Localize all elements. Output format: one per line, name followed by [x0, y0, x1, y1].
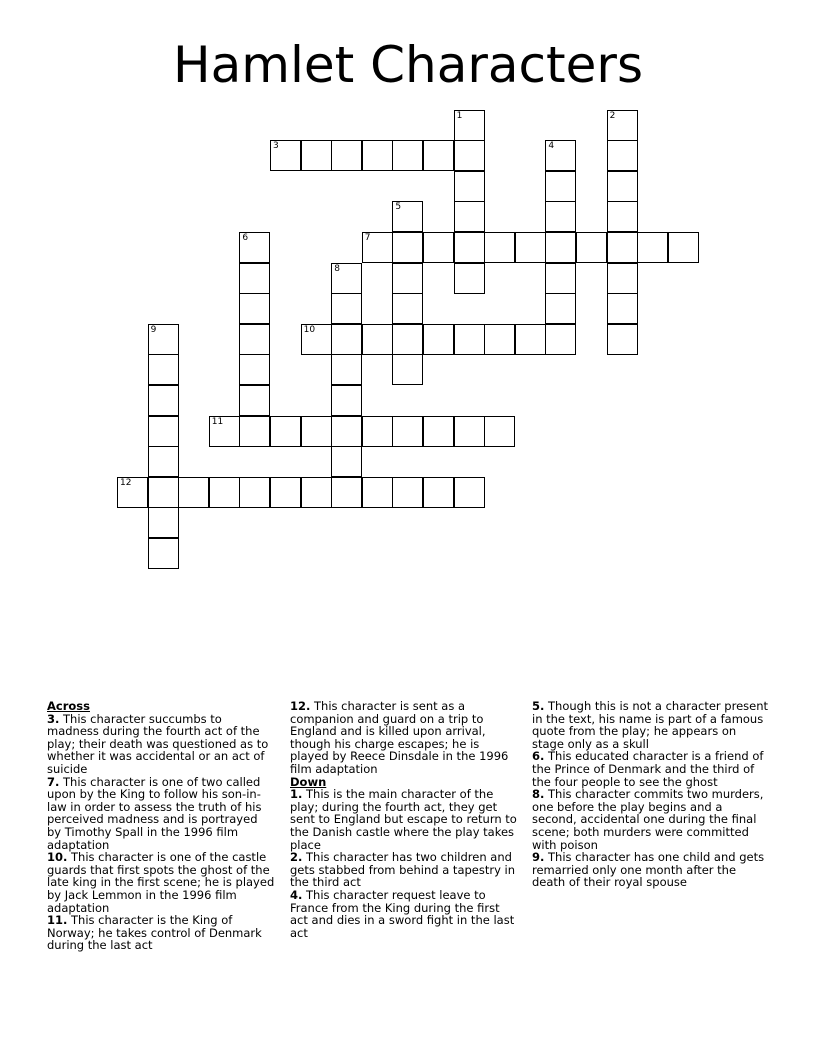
clue-item-number: 12.	[290, 699, 311, 713]
clue-item-text: This character commits two murders, one before the play begins and a second, accidental one during the final scene; both murders were committed with poison	[532, 787, 764, 852]
grid-cell[interactable]	[362, 140, 393, 171]
grid-cell[interactable]	[148, 446, 179, 477]
clue-item	[47, 713, 275, 776]
clue-item	[290, 788, 518, 851]
grid-cell[interactable]	[545, 201, 576, 232]
grid-cell[interactable]	[209, 477, 240, 508]
grid-cell[interactable]	[484, 232, 515, 263]
grid-cell[interactable]	[454, 140, 485, 171]
grid-cell[interactable]	[362, 324, 393, 355]
clue-item-number: 10.	[47, 850, 68, 865]
grid-cell[interactable]	[392, 477, 423, 508]
grid-cell[interactable]	[545, 140, 576, 171]
clue-column-2	[290, 700, 518, 939]
clue-item	[532, 750, 770, 788]
grid-cell[interactable]	[331, 477, 362, 508]
grid-cell[interactable]	[301, 477, 332, 508]
grid-cell[interactable]	[454, 110, 485, 141]
grid-cell[interactable]	[331, 446, 362, 477]
grid-cell[interactable]	[301, 416, 332, 447]
grid-cell[interactable]	[515, 324, 546, 355]
grid-cell[interactable]	[148, 385, 179, 416]
grid-cell[interactable]	[607, 263, 638, 294]
grid-cell[interactable]	[239, 293, 270, 324]
grid-cell[interactable]	[301, 140, 332, 171]
grid-cell[interactable]	[331, 354, 362, 385]
clue-number: 3	[273, 141, 279, 152]
clue-number: 11	[211, 416, 224, 427]
clue-item	[47, 851, 275, 914]
grid-cell[interactable]	[607, 140, 638, 171]
grid-cell[interactable]	[270, 477, 301, 508]
clue-number: 1	[456, 110, 463, 121]
clue-item-text: This character is one of the castle guards that first spots the ghost of the late king in the first scene; he is played by Jack Lemmon in the 1996 film adaptation	[47, 850, 275, 915]
clue-column-1	[47, 700, 275, 952]
grid-cell[interactable]	[576, 232, 607, 263]
clue-item-text: Though this is not a character present in the text, his name is part of a famous quote from the play; he appears on stage only as a skull	[532, 699, 769, 751]
grid-cell[interactable]	[545, 232, 576, 263]
clue-number: 12	[120, 477, 132, 488]
grid-cell[interactable]	[454, 324, 485, 355]
grid-cell[interactable]	[117, 477, 148, 508]
clue-number: 8	[334, 263, 340, 274]
across-heading: Across	[47, 699, 90, 713]
clue-column-3	[532, 700, 770, 889]
clue-item	[532, 851, 770, 889]
grid-cell[interactable]	[392, 263, 423, 294]
grid-cell[interactable]	[239, 263, 270, 294]
clue-number: 7	[364, 232, 371, 243]
clue-number: 5	[395, 202, 402, 213]
grid-cell[interactable]	[545, 293, 576, 324]
grid-cell[interactable]	[454, 201, 485, 232]
clue-item	[532, 788, 770, 851]
grid-cell[interactable]	[423, 477, 454, 508]
clue-item-text: This educated character is a friend of the Prince of Denmark and the third of the four people to see the ghost	[532, 749, 764, 789]
clue-item-number: 3.	[47, 711, 60, 726]
grid-cell[interactable]	[423, 416, 454, 447]
clue-item	[532, 700, 770, 750]
grid-cell[interactable]	[607, 201, 638, 232]
grid-cell[interactable]	[331, 416, 362, 447]
grid-cell[interactable]	[454, 171, 485, 202]
down-heading: Down	[290, 774, 327, 789]
grid-cell[interactable]	[148, 538, 179, 569]
grid-cell[interactable]	[607, 324, 638, 355]
clue-item-number: 11.	[47, 913, 68, 928]
grid-cell[interactable]	[607, 293, 638, 324]
clue-item-number: 7.	[47, 774, 60, 789]
grid-cell[interactable]	[148, 354, 179, 385]
grid-cell[interactable]	[545, 324, 576, 355]
grid-cell[interactable]	[607, 110, 638, 141]
grid-cell[interactable]	[392, 293, 423, 324]
grid-cell[interactable]	[148, 416, 179, 447]
grid-cell[interactable]	[392, 140, 423, 171]
clue-item	[47, 914, 275, 952]
clue-number: 10	[303, 324, 316, 335]
grid-cell[interactable]	[239, 324, 270, 355]
grid-cell[interactable]	[239, 385, 270, 416]
clue-item	[290, 700, 518, 776]
clue-item	[47, 776, 275, 852]
grid-cell[interactable]	[239, 354, 270, 385]
grid-cell[interactable]	[423, 140, 454, 171]
grid-cell[interactable]	[270, 416, 301, 447]
grid-cell[interactable]	[668, 232, 699, 263]
grid-cell[interactable]	[423, 324, 454, 355]
clue-item	[290, 851, 518, 889]
grid-cell[interactable]	[362, 232, 393, 263]
grid-cell[interactable]	[545, 171, 576, 202]
grid-cell[interactable]	[637, 232, 668, 263]
grid-cell[interactable]	[392, 232, 423, 263]
grid-cell[interactable]	[454, 416, 485, 447]
clue-item-text: This character is one of two called upon by the King to follow his son-in-law in order to assess the truth of his perceived madness and is portrayed by Timothy Spall in the 1996 film adaptation	[47, 774, 262, 852]
grid-cell[interactable]	[607, 232, 638, 263]
grid-cell[interactable]	[239, 416, 270, 447]
grid-cell[interactable]	[148, 324, 179, 355]
clue-item-number: 2.	[290, 850, 303, 865]
clue-item-text: This character succumbs to madness during the fourth act of the play; their death was questioned as to whether it was accidental or an act of suicide	[47, 711, 269, 776]
grid-cell[interactable]	[331, 324, 362, 355]
clue-item-number: 4.	[290, 887, 303, 902]
clue-item-text: This character is sent as a companion and guard on a trip to England and is killed upon arrival, though his charge escapes; he is played by Reece Dinsdale in the 1996 film adaptation	[290, 699, 509, 776]
clue-number: 4	[548, 141, 555, 152]
grid-cell[interactable]	[209, 416, 240, 447]
grid-cell[interactable]	[423, 232, 454, 263]
grid-cell[interactable]	[392, 201, 423, 232]
grid-cell[interactable]	[331, 385, 362, 416]
grid-cell[interactable]	[454, 232, 485, 263]
grid-cell[interactable]	[301, 324, 332, 355]
clue-number: 2	[609, 110, 616, 121]
grid-cell[interactable]	[331, 293, 362, 324]
grid-cell[interactable]	[484, 416, 515, 447]
clue-item-number: 5.	[532, 699, 545, 713]
clue-item-number: 1.	[290, 787, 303, 802]
clue-item-number: 8.	[532, 787, 545, 802]
grid-cell[interactable]	[362, 477, 393, 508]
grid-cell[interactable]	[239, 477, 270, 508]
clue-number: 6	[242, 232, 249, 243]
grid-cell[interactable]	[454, 477, 485, 508]
grid-cell[interactable]	[239, 232, 270, 263]
clue-item-text: This character request leave to France from the King during the first act and dies in a sword fight in the last act	[290, 887, 515, 940]
clue-item	[290, 889, 518, 939]
page-title: Hamlet Characters	[173, 36, 643, 94]
clue-item-text: This character has one child and gets remarried only one month after the death of their royal spouse	[532, 850, 765, 890]
grid-cell[interactable]	[392, 416, 423, 447]
clue-item-text: This character is the King of Norway; he takes control of Denmark during the last act	[47, 913, 262, 953]
grid-cell[interactable]	[392, 324, 423, 355]
grid-cell[interactable]	[178, 477, 209, 508]
clue-item-text: This character has two children and gets stabbed from behind a tapestry in the third act	[290, 850, 516, 890]
grid-cell[interactable]	[515, 232, 546, 263]
grid-cell[interactable]	[148, 507, 179, 538]
grid-cell[interactable]	[331, 263, 362, 294]
grid-cell[interactable]	[454, 263, 485, 294]
grid-cell[interactable]	[331, 140, 362, 171]
grid-cell[interactable]	[270, 140, 301, 171]
clue-item-number: 9.	[532, 850, 545, 865]
clue-number: 9	[150, 324, 157, 335]
clue-item-number: 6.	[532, 749, 545, 764]
grid-cell[interactable]	[392, 354, 423, 385]
grid-cell[interactable]	[607, 171, 638, 202]
grid-cell[interactable]	[545, 263, 576, 294]
grid-cell[interactable]	[148, 477, 179, 508]
grid-cell[interactable]	[362, 416, 393, 447]
clue-item-text: This is the main character of the play; during the fourth act, they get sent to England but escape to return to the Danish castle where the play takes place	[290, 787, 517, 852]
grid-cell[interactable]	[484, 324, 515, 355]
